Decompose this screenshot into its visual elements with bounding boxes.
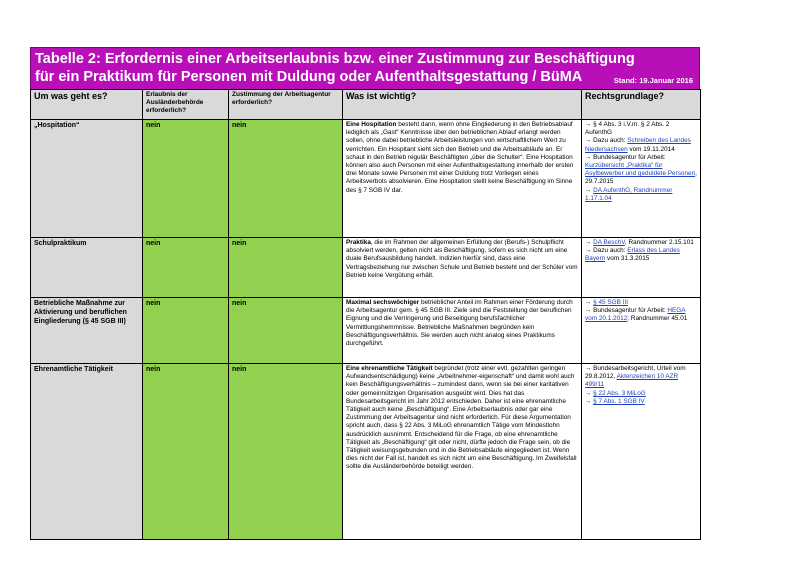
header-arbeitsagentur: Zustimmung der Arbeitsagentur erforderlich? [229, 90, 343, 120]
table-row [31, 120, 701, 238]
table-row [31, 238, 701, 298]
row-topic: Schulpraktikum [31, 238, 143, 298]
legal-reference-text: → [585, 299, 594, 306]
zustimmung-value: nein [229, 298, 343, 364]
legal-reference-text: → Dazu auch: [585, 137, 628, 145]
erlaubnis-value: nein [143, 238, 229, 298]
important-text: , die im Rahmen der allgemeinen Erfüllung der (Berufs-) Schulpflicht absolviert werden, gelten nicht als Beschäftigung, sofern es sich nicht um eine duale Berufsausbildung handelt. Indizien hierfür sind, dass eine Vertragsbeziehung nur zwischen Schule und Betrieb besteht und der Schüler vom Betrieb keine Vergütung erhält. [346, 239, 578, 279]
legal-reference-link[interactable]: HEGA vom 20.1.2012 [585, 307, 686, 323]
legal-reference-link[interactable]: Erlass des Landes Bayern [585, 247, 680, 263]
legal-reference [585, 121, 697, 137]
table-row [31, 298, 701, 364]
table-row [31, 364, 701, 540]
legal-reference-text: → § 4 Abs. 3 i.V.m. § 2 Abs. 2 AufenthG [585, 121, 670, 137]
legal-reference-text: → Bundesagentur für Arbeit: [585, 153, 666, 161]
legal-reference [585, 239, 697, 247]
zustimmung-value: nein [229, 120, 343, 238]
important-lead: Eine ehrenamtliche Tätigkeit [346, 365, 433, 372]
legal-basis-cell [582, 364, 701, 540]
important-cell [343, 238, 582, 298]
header-legal-basis: Rechtsgrundlage? [582, 90, 701, 120]
legal-reference [585, 247, 697, 263]
legal-reference-suffix: , 29.7.2015 [585, 170, 697, 186]
legal-reference-link[interactable]: Kurzübersicht „Praktika“ für Asylbewerber und geduldete Personen [585, 162, 696, 178]
legal-reference-link[interactable]: § 22 Abs. 3 MiLoG [593, 389, 646, 397]
legal-reference [585, 187, 697, 203]
header-topic: Um was geht es? [31, 90, 143, 120]
erlaubnis-value: nein [143, 364, 229, 540]
important-text: betrieblicher Anteil im Rahmen einer Förderung durch die Arbeitsagentur gem. § 45 SGB III. Ziele sind die Feststellung der beruflichen Eignung und die Verringerung und Beseitigung berufsfachlicher Vermittlungshemmnisse. Betriebliche Maßnahmen begründen kein Beschäftigungsverhältnis. Sie werden auch nicht analog eines Praktikums durchgeführt. [346, 299, 573, 348]
legal-reference-link[interactable]: DA AufenthG, Randnummer 1.17.1.04 [585, 186, 673, 202]
important-lead: Eine Hospitation [346, 121, 397, 128]
legal-reference [585, 137, 697, 153]
stand-date: Stand: 19.Januar 2016 [613, 76, 693, 85]
zustimmung-value: nein [229, 238, 343, 298]
legal-reference-text: → Dazu auch: [585, 247, 628, 255]
important-cell [343, 364, 582, 540]
requirements-table [30, 89, 701, 540]
legal-reference [585, 154, 697, 187]
row-topic: „Hospitation“ [31, 120, 143, 238]
legal-reference-text: → [585, 397, 594, 405]
legal-reference-link[interactable]: § 7 Abs. 1 SGB IV [593, 397, 645, 405]
table-title-line-2: für ein Praktikum für Personen mit Duldung oder Aufenthaltsgestattung / BüMA [35, 69, 583, 85]
erlaubnis-value: nein [143, 120, 229, 238]
legal-reference [585, 365, 697, 390]
zustimmung-value: nein [229, 364, 343, 540]
legal-basis-cell [582, 298, 701, 364]
legal-reference-link[interactable]: Schreiben des Landes Niedersachsen [585, 137, 691, 153]
row-topic: Betriebliche Maßnahme zur Aktivierung und beruflichen Eingliederung (§ 45 SGB III) [31, 298, 143, 364]
legal-reference [585, 307, 697, 323]
header-auslaenderbehoerde: Erlaubnis der Ausländerbehörde erforderlich? [143, 90, 229, 120]
legal-basis-cell [582, 120, 701, 238]
legal-reference [585, 398, 697, 406]
document-sheet [30, 47, 700, 540]
legal-reference-link[interactable]: Aktenzeichen 10 AZR 499/11 [585, 373, 679, 389]
legal-reference [585, 390, 697, 398]
important-cell [343, 298, 582, 364]
legal-reference [585, 299, 697, 307]
legal-reference-suffix: vom 19.11.2014 [627, 145, 675, 153]
legal-reference-suffix: , Randnummer 2.15.101 [624, 239, 694, 246]
legal-reference-text: → Bundesarbeitsgericht, Urteil vom 29.8.2012, [585, 365, 686, 381]
legal-reference-text: → [585, 186, 594, 194]
legal-reference-link[interactable]: DA BeschV [593, 239, 625, 246]
legal-reference-suffix: ; Randnummer 45.01 [627, 315, 688, 323]
erlaubnis-value: nein [143, 298, 229, 364]
important-text: begründet (trotz einer evtl. gezahlten geringen Aufwandsentschädigung) keine „Arbeitnehmer-eigenschaft“ und damit wohl auch kein Beschäftigungsverhältnis – zumindest dann, wenn sie bei einer karitativen oder gemeinnützigen Organisation ausgeübt wird. Dies hat das Bundesarbeitsgericht im Jahr 2012 entschieden. Daher ist eine ehrenamtliche Tätigkeit auch keine „Beschäftigung“. Eine Arbeitserlaubnis oder gar eine Zustimmung der Arbeitsagentur sind nicht erforderlich. Für diese Argumentation spricht auch, dass § 22 Abs. 3 MiLoG ehrenamtlich Tätige vom Mindestlohn ausdrücklich ausnimmt. Entscheidend für die Frage, ob eine ehrenamtliche Tätigkeit als „Beschäftigung“ gilt oder nicht, dürfte jedoch die Frage sein, ob die Tätigkeit weisungsgebunden und in die Betriebsabläufe eingegliedert ist. Wenn dies nicht der Fall ist, handelt es sich nicht um eine Beschäftigung. Im Zweifelsfall sollte die Ausländerbehörde beteiligt werden. [346, 365, 577, 471]
important-cell [343, 120, 582, 238]
legal-reference-text: → [585, 389, 594, 397]
table-title-line-1: Tabelle 2: Erfordernis einer Arbeitserlaubnis bzw. einer Zustimmung zur Beschäftigung [35, 51, 635, 67]
header-important: Was ist wichtig? [343, 90, 582, 120]
legal-reference-suffix: vom 31.3.2015 [605, 255, 650, 263]
legal-basis-cell [582, 238, 701, 298]
row-topic: Ehrenamtliche Tätigkeit [31, 364, 143, 540]
legal-reference-link[interactable]: § 45 SGB III [593, 299, 628, 306]
important-lead: Maximal sechswöchiger [346, 299, 420, 306]
header-row [31, 90, 701, 120]
legal-reference-text: → [585, 239, 594, 246]
important-lead: Praktika [346, 239, 371, 246]
legal-reference-text: → Bundesagentur für Arbeit: [585, 307, 668, 315]
important-text: besteht dann, wenn ohne Eingliederung in den Betriebsablauf lediglich als „Gast“ Kenntnisse über den betrieblichen Ablauf erlangt werden sollen, ohne dabei betriebliche Arbeitsleistungen von wirtschaftlichem Wert zu verrichten. Ein Hospitant sieht sich den Betrieb und die Arbeitsabläufe an. Er schaut in den Betrieb regulär Beschäftigten „über die Schulter“. Eine Hospitation können also auch Personen mit einer Aufenthaltsgestattung innerhalb der ersten drei Monate sowie Personen mit einer Duldung trotz Vorliegen eines Arbeitsverbots absolvieren. Eine Hospitation stellt keine Beschäftigung im Sinne des § 7 SGB IV dar. [346, 121, 574, 194]
table-title-banner [30, 47, 700, 89]
